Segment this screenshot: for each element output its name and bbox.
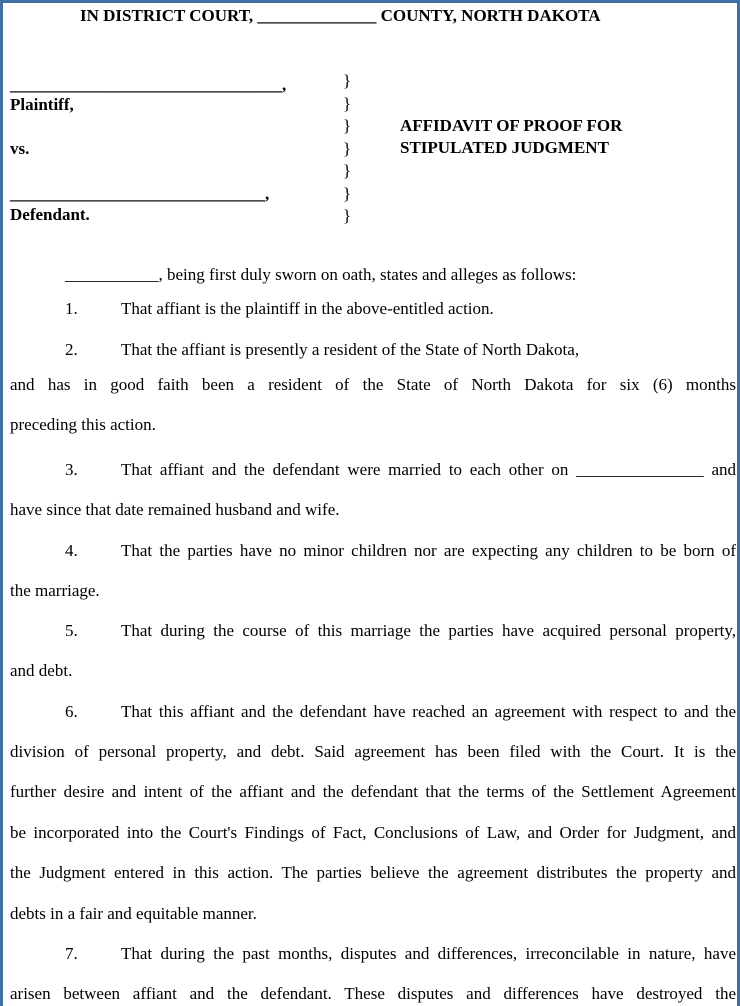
caption-brace: } } } } } } } xyxy=(343,71,352,225)
paragraph-6-line1: That this affiant and the defendant have reached an agreement with respect to and the xyxy=(121,702,736,721)
paragraph-6-line2: division of personal property, and debt. Said agreement has been filed with the Court. It is the xyxy=(10,742,736,761)
plaintiff-name-blank: ________________________________, xyxy=(10,75,287,94)
paragraph-6-line3: further desire and intent of the affiant and the defendant that the terms of the Settlement Agreement xyxy=(10,782,736,801)
paragraph-number: 2. xyxy=(65,340,78,359)
paragraph-4-line2: the marriage. xyxy=(10,581,100,600)
paragraph-3-line2: have since that date remained husband and wife. xyxy=(10,500,340,519)
court-heading: IN DISTRICT COURT, ______________ COUNTY, NORTH DAKOTA xyxy=(80,6,601,25)
paragraph-number: 7. xyxy=(65,944,78,963)
paragraph-2-line3: preceding this action. xyxy=(10,415,156,434)
paragraph-6-line5: the Judgment entered in this action. The parties believe the agreement distributes the property and xyxy=(10,863,736,882)
defendant-name-blank: ______________________________, xyxy=(10,184,270,203)
paragraph-3-line1: That affiant and the defendant were married to each other on _______________ and xyxy=(121,460,736,479)
defendant-label: Defendant. xyxy=(10,205,90,224)
paragraph-number: 1. xyxy=(65,299,78,318)
versus-label: vs. xyxy=(10,139,30,158)
paragraph-number: 5. xyxy=(65,621,78,640)
paragraph-6-line6: debts in a fair and equitable manner. xyxy=(10,904,257,923)
paragraph-2-line1: That the affiant is presently a resident of the State of North Dakota, xyxy=(121,340,580,359)
paragraph-4-line1: That the parties have no minor children nor are expecting any children to be born of xyxy=(121,541,736,560)
document-title-line1: AFFIDAVIT OF PROOF FOR xyxy=(400,116,623,135)
paragraph-number: 3. xyxy=(65,460,78,479)
paragraph-number: 6. xyxy=(65,702,78,721)
paragraph-6-line4: be incorporated into the Court's Findings of Fact, Conclusions of Law, and Order for Judgment, and xyxy=(10,823,736,842)
paragraph-2-line2: and has in good faith been a resident of the State of North Dakota for six (6) months xyxy=(10,375,736,394)
paragraph-1-line1: That affiant is the plaintiff in the above-entitled action. xyxy=(121,299,494,318)
paragraph-7-line2: arisen between affiant and the defendant. These disputes and differences have destroyed the xyxy=(10,984,736,1003)
paragraph-number: 4. xyxy=(65,541,78,560)
plaintiff-label: Plaintiff, xyxy=(10,95,74,114)
paragraph-5-line2: and debt. xyxy=(10,661,73,680)
paragraph-7-line1: That during the past months, disputes and differences, irreconcilable in nature, have xyxy=(121,944,736,963)
paragraph-5-line1: That during the course of this marriage the parties have acquired personal property, xyxy=(121,621,736,640)
intro-line: ___________, being first duly sworn on oath, states and alleges as follows: xyxy=(65,265,577,284)
document-title-line2: STIPULATED JUDGMENT xyxy=(400,138,609,157)
